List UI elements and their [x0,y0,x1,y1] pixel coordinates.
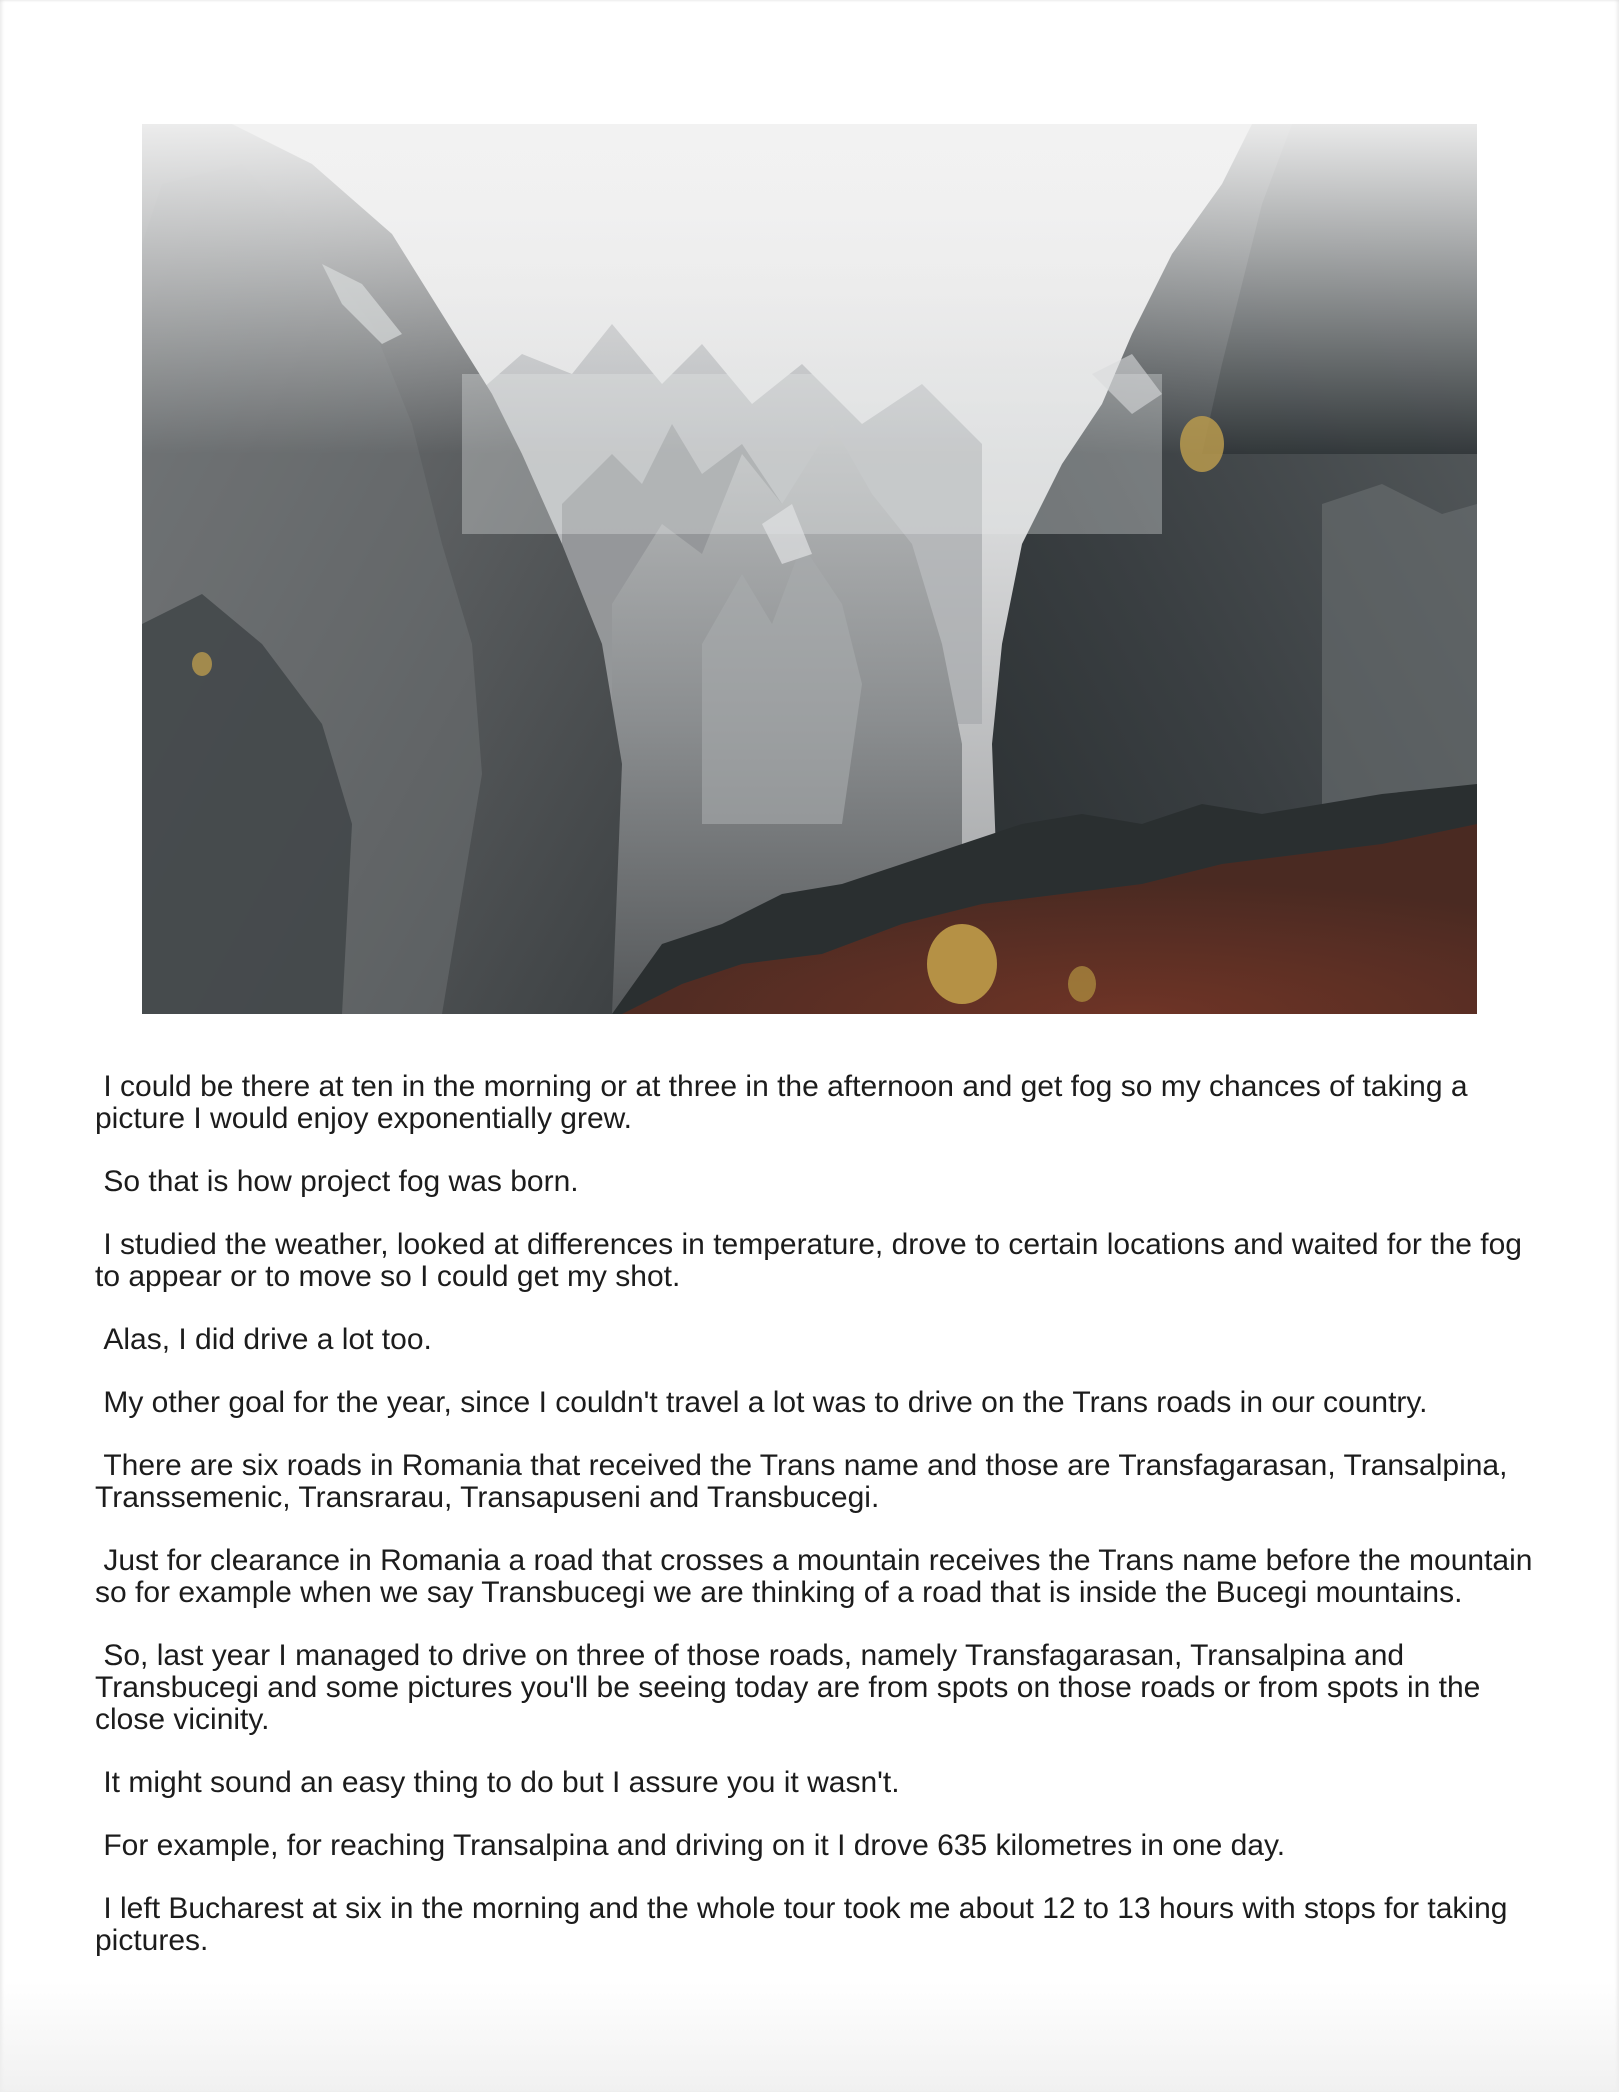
photo-illustration [142,124,1477,1014]
mountain-fog-photo [142,124,1477,1014]
paragraph: Alas, I did drive a lot too. [95,1323,432,1356]
paragraph: There are six roads in Romania that received the Trans name and those are Transfagarasan, Transalpina, Transsemenic, Transrarau, Transapuseni and Transbucegi. [95,1449,1516,1514]
paragraph: Just for clearance in Romania a road that crosses a mountain receives the Trans name before the mountain so for example when we say Transbucegi we are thinking of a road that is inside the Bucegi mountains. [95,1544,1541,1609]
paragraph: I could be there at ten in the morning or at three in the afternoon and get fog so my chances of taking a picture I would enjoy exponentially grew. [95,1070,1476,1135]
article-body [95,1070,1541,1988]
paragraph: I studied the weather, looked at differences in temperature, drove to certain locations and waited for the fog to appear or to move so I could get my shot. [95,1228,1531,1293]
paragraph: So, last year I managed to drive on three of those roads, namely Transfagarasan, Transalpina and Transbucegi and some pictures you'll be seeing today are from spots on those roads or from spots in the close vicinity. [95,1639,1489,1736]
paragraph: It might sound an easy thing to do but I assure you it wasn't. [95,1766,900,1799]
page-bottom-shade [0,1982,1619,2092]
paragraph: My other goal for the year, since I couldn't travel a lot was to drive on the Trans roads in our country. [95,1386,1428,1419]
paragraph: So that is how project fog was born. [95,1165,579,1198]
paragraph: I left Bucharest at six in the morning and the whole tour took me about 12 to 13 hours with stops for taking pictures. [95,1892,1516,1957]
paragraph: For example, for reaching Transalpina and driving on it I drove 635 kilometres in one day. [95,1829,1286,1862]
